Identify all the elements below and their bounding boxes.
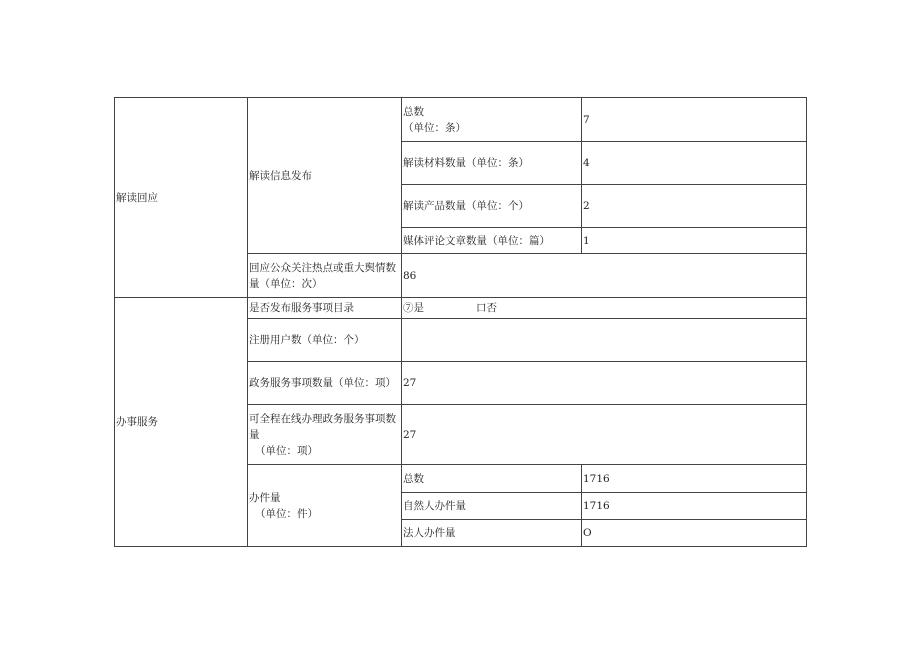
row-value-response: 86 [402,254,807,298]
table-row [115,98,807,142]
row-label-online-items [248,405,402,465]
option-yes: ⑦是 [403,302,424,314]
row-unit-text: （单位：条） [403,121,466,134]
row-value-catalog [402,298,807,319]
row-label-response [248,254,402,298]
row-label-media: 媒体评论文章数量（单位：篇） [402,228,582,254]
row-value-media: 1 [582,228,807,254]
row-label-total [402,98,582,142]
row-label-text: 总数 [403,105,424,118]
row-value-service-items: 27 [402,362,807,405]
row-label-text: 量 [249,428,260,441]
row-label-service-items: 政务服务事项数量（单位：项） [248,362,402,405]
group-label-publish: 解读信息发布 [248,98,402,254]
row-label-materials: 解读材料数量（单位：条） [402,142,582,185]
table-row [115,298,807,319]
row-value-total: 7 [582,98,807,142]
option-no: 口否 [476,302,497,314]
row-label-text: 办件量 [249,491,281,504]
row-label-legal-person: 法人办件量 [402,520,582,547]
row-label-text: 回应公众关注热点或重大舆情数 [249,261,396,274]
row-label-products: 解读产品数量（单位：个） [402,185,582,228]
row-label-text: 可全程在线办理政务服务事项数 [249,412,396,425]
row-unit-text: （单位：项） [255,444,318,457]
row-value-products: 2 [582,185,807,228]
section-label-services: 办事服务 [115,298,248,547]
row-label-text: 量（单位：次） [249,277,323,290]
row-label-catalog: 是否发布服务事项目录 [248,298,402,319]
row-value-handling-total: 1716 [582,465,807,493]
section-label-interpretation: 解读回应 [115,98,248,298]
row-label-handling-total: 总数 [402,465,582,493]
row-value-online-items: 27 [402,405,807,465]
row-value-natural-person: 1716 [582,493,807,520]
statistics-table [114,97,807,547]
row-value-registered-users [402,319,807,362]
row-value-materials: 4 [582,142,807,185]
row-label-registered-users: 注册用户数（单位：个） [248,319,402,362]
row-label-natural-person: 自然人办件量 [402,493,582,520]
row-value-legal-person: O [582,520,807,547]
group-label-handling [248,465,402,547]
row-unit-text: （单位：件） [255,507,318,520]
